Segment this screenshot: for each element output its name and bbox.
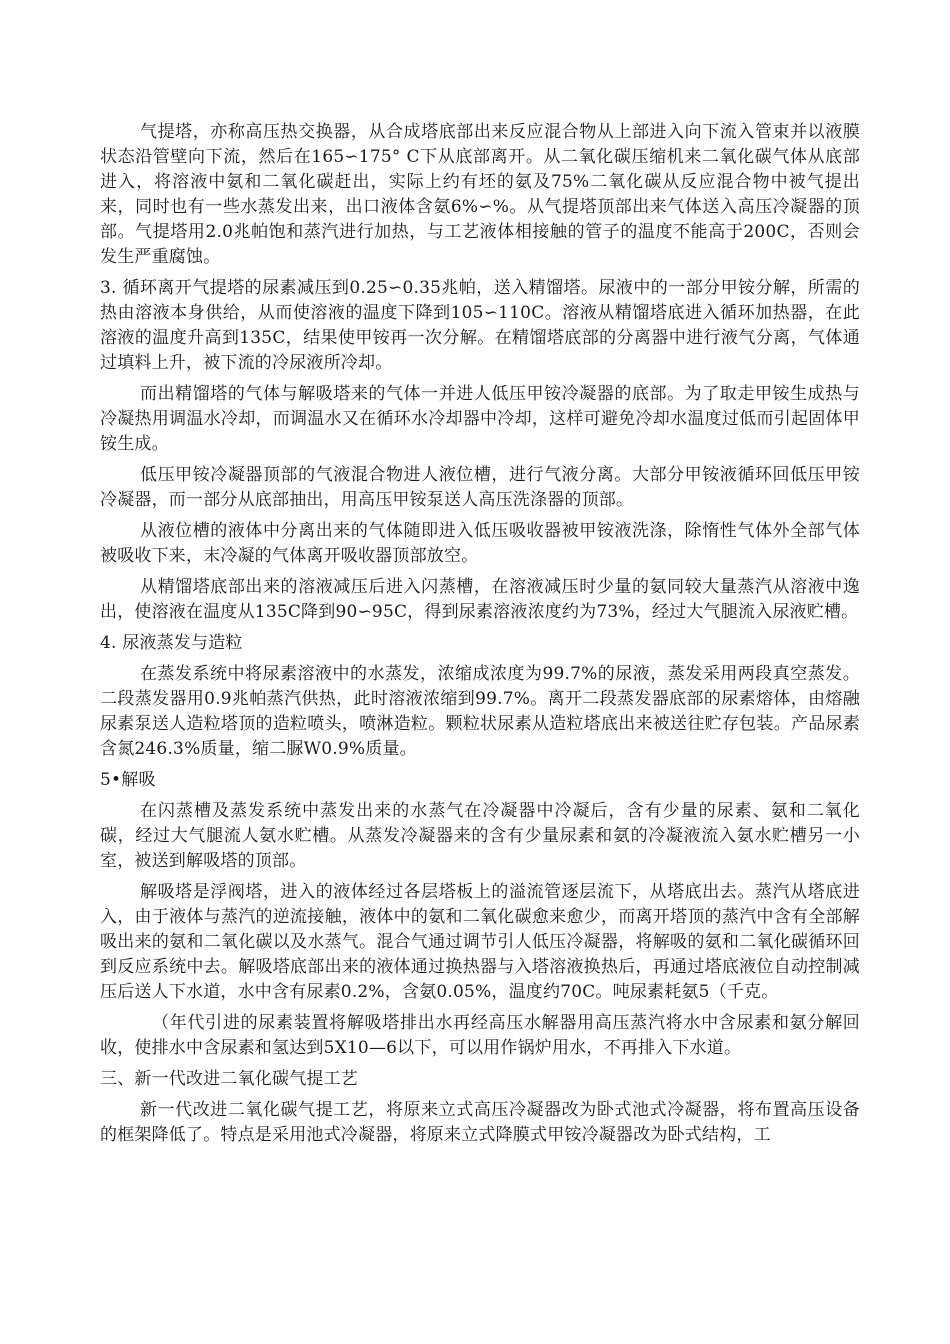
section-heading-new-process: 三、新一代改进二氧化碳气提工艺 <box>100 1069 358 1089</box>
paragraph-stripper-description: 气提塔，亦称高压热交换器，从合成塔底部出来反应混合物从上部进入向下流入管束并以液膜状态沿管壁向下流，然后在165∽175° C下从底部离开。从二氧化碳压缩机来二氧化碳气体从底部进入，将溶液中氨和二氧化碳赶出，实际上约有坯的氨及75%二氧化碳从反应混合物中被气提出来，同时也有一些水蒸发出来，出口液体含氨6%∽%。从气提塔顶部出来气体送入高压冷凝器的顶部。气提塔用2.0兆帕饱和蒸汽进行加热，与工艺液体相接触的管子的温度不能高于200C，否则会发生严重腐蚀。 <box>100 122 860 267</box>
paragraph-low-pressure-condenser: 低压甲铵冷凝器顶部的气液混合物进人液位槽，进行气液分离。大部分甲铵液循环回低压甲铵冷凝器，而一部分从底部抽出，用高压甲铵泵送人高压洗涤器的顶部。 <box>100 465 860 510</box>
paragraph-rectifier-gas: 而出精馏塔的气体与解吸塔来的气体一并进人低压甲铵冷凝器的底部。为了取走甲铵生成热与冷凝热用调温水冷却，而调温水又在循环水冷却器中冷却，这样可避免冷却水温度过低而引起固体甲铵生成。 <box>100 384 860 454</box>
paragraph-desorption-tower: 解吸塔是浮阀塔，进入的液体经过各层塔板上的溢流管逐层流下，从塔底出去。蒸汽从塔底进入，由于液体与蒸汽的逆流接触，液体中的氨和二氧化碳愈来愈少，而离开塔顶的蒸汽中含有全部解吸出来的氨和二氧化碳以及水蒸气。混合气通过调节引人低压冷凝器，将解吸的氨和二氧化碳循环回到反应系统中去。解吸塔底部出来的液体通过换热器与入塔溶液换热后，再通过塔底液位自动控制减压后送人下水道，水中含有尿素0.2%，含氨0.05%，温度约70C。吨尿素耗氨5（千克。 <box>100 882 860 1002</box>
paragraph-circulation: 3. 循环离开气提塔的尿素减压到0.25∽0.35兆帕，送入精馏塔。尿液中的一部分甲铵分解，所需的热由溶液本身供给，从而使溶液的温度下降到105∽110C。溶液从精馏塔底进入循环加热器，在此溶液的温度升高到135C，结果使甲铵再一次分解。在精馏塔底部的分离器中进行液气分离，气体通过填料上升，被下流的冷尿液所冷却。 <box>100 278 860 373</box>
document-page <box>100 120 860 1154</box>
paragraph-desorption-condensate: 在闪蒸槽及蒸发系统中蒸发出来的水蒸气在冷凝器中冷凝后，含有少量的尿素、氨和二氧化碳，经过大气腿流人氨水贮槽。从蒸发冷凝器来的含有少量尿素和氨的冷凝液流入氨水贮槽另一小室，被送到解吸塔的顶部。 <box>100 801 860 871</box>
paragraph-flash-tank: 从精馏塔底部出来的溶液减压后进入闪蒸槽，在溶液减压时少量的氨同较大量蒸汽从溶液中逸出，使溶液在温度从135C降到90∽95C，得到尿素溶液浓度约为73%，经过大气腿流入尿液贮槽。 <box>100 577 860 622</box>
paragraph-new-process: 新一代改进二氧化碳气提工艺，将原来立式高压冷凝器改为卧式池式冷凝器，将布置高压设备的框架降低了。特点是采用池式冷凝器，将原来立式降膜式甲铵冷凝器改为卧式结构，工 <box>100 1100 860 1145</box>
paragraph-hydrolyzer: （年代引进的尿素装置将解吸塔排出水再经高压水解器用高压蒸汽将水中含尿素和氨分解回收，使排水中含尿素和氢达到5X10—6以下，可以用作锅炉用水，不再排入下水道。 <box>100 1013 860 1058</box>
section-heading-evaporation: 4. 尿液蒸发与造粒 <box>100 633 243 653</box>
section-heading-desorption: 5•解吸 <box>100 770 156 790</box>
paragraph-evaporation: 在蒸发系统中将尿素溶液中的水蒸发，浓缩成浓度为99.7%的尿液，蒸发采用两段真空蒸发。二段蒸发器用0.9兆帕蒸汽供热，此时溶液浓缩到99.7%。离开二段蒸发器底部的尿素熔体，由熔融尿素泵送人造粒塔顶的造粒喷头，喷淋造粒。颗粒状尿素从造粒塔底出来被送往贮存包装。产品尿素含氮246.3%质量，缩二脲W0.9%质量。 <box>100 664 860 759</box>
paragraph-level-tank-gas: 从液位槽的液体中分离出来的气体随即进入低压吸收器被甲铵液洗涤，除惰性气体外全部气体被吸收下来，末冷凝的气体离开吸收器顶部放空。 <box>100 521 860 566</box>
